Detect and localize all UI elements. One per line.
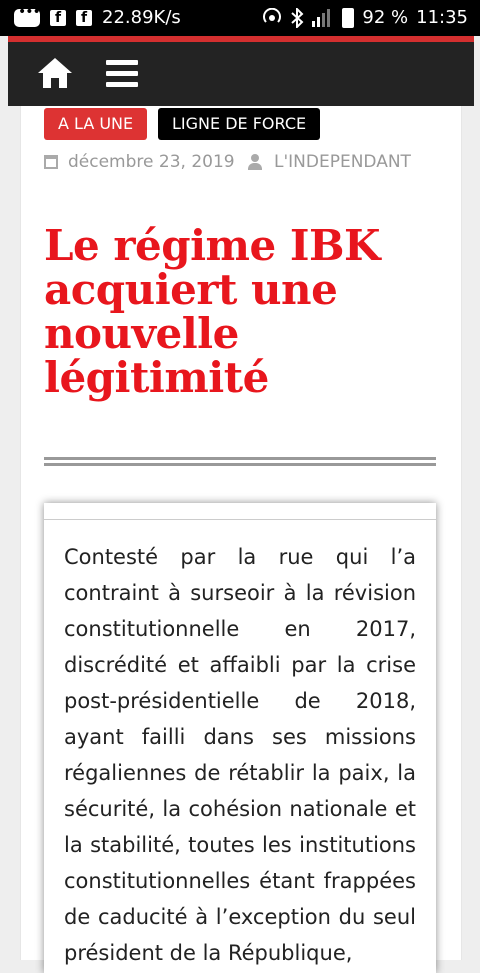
menu-icon[interactable] xyxy=(106,60,138,88)
date-text: décembre 23, 2019 xyxy=(68,152,235,172)
clock: 11:35 xyxy=(416,7,468,28)
article-lead-box xyxy=(44,503,436,973)
battery-level: 92 % xyxy=(362,7,409,28)
title-divider xyxy=(44,457,436,460)
tag-a-la-une[interactable]: A LA UNE xyxy=(44,108,147,140)
home-icon[interactable] xyxy=(36,56,74,90)
facebook-icon: f xyxy=(50,10,66,26)
author-text: L'INDEPENDANT xyxy=(274,152,411,172)
box-rule xyxy=(44,519,436,520)
article-body: Contesté par la rue qui l’a contraint à surseoir à la révision constitutionnelle en 2017, discrédité et affaibli par la crise post-présidentielle de 2018, ayant failli dans ses missions régaliennes de rétablir la paix, la sécurité, la cohésion nationale et la stabilité, toutes les institutions constitutionnelles étant frappées de caducité à l’exception du seul président de la République, xyxy=(64,545,416,965)
message-icon xyxy=(14,9,40,27)
hotspot-icon xyxy=(262,8,282,28)
calendar-icon xyxy=(44,155,58,169)
battery-icon xyxy=(342,8,354,28)
top-navbar xyxy=(8,42,474,106)
signal-icon xyxy=(312,9,334,27)
article-title: Le régime IBK acquiert une nouvelle légitimité xyxy=(44,221,380,402)
bluetooth-icon xyxy=(290,8,304,28)
article-date[interactable] xyxy=(44,151,235,173)
title-divider-2 xyxy=(44,463,436,466)
article-author[interactable] xyxy=(248,151,411,173)
tag-ligne-de-force[interactable]: LIGNE DE FORCE xyxy=(158,108,320,140)
status-bar xyxy=(0,0,480,36)
facebook-icon: f xyxy=(76,10,92,26)
network-speed: 22.89K/s xyxy=(102,7,181,28)
user-icon xyxy=(248,154,262,170)
